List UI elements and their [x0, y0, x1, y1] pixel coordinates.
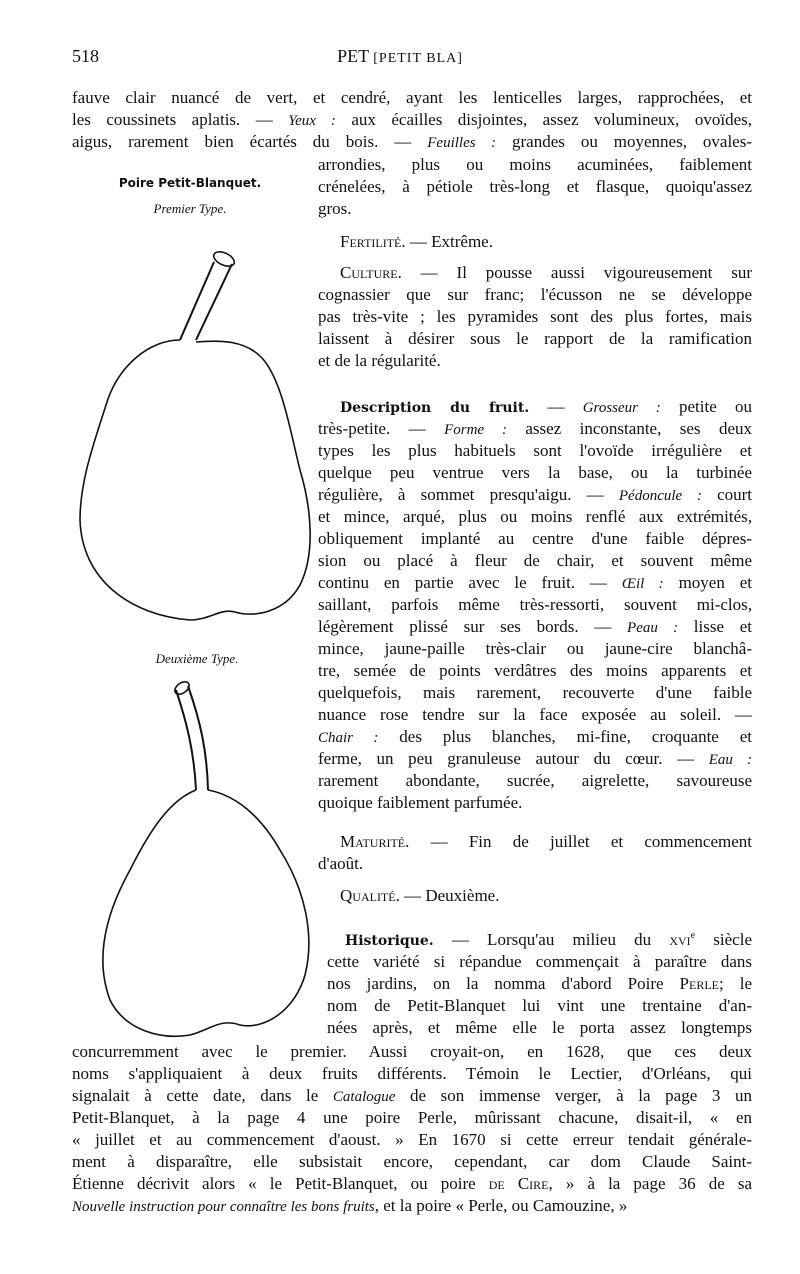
text-run: mince, jaune-paille très-clair ou jaune-cire blanchâ- — [318, 639, 752, 658]
text-line — [318, 306, 752, 328]
text-run: types les plus habituels sont l'ovoïde irrégulière et — [318, 441, 752, 460]
text-line — [327, 1017, 752, 1039]
text-run: rarement abondante, sucrée, aigrelette, savoureuse — [318, 771, 752, 790]
text-run: arrondies, plus ou moins acuminées, faiblement — [318, 155, 752, 174]
text-run: crénelées, à pétiole très-long et flasque, quoiqu'assez — [318, 177, 752, 196]
text-run: lisse et — [678, 617, 752, 636]
text-run: de son immense verger, à la page 3 un — [395, 1086, 752, 1105]
text-line — [72, 1173, 752, 1195]
italic-term: Grosseur : — [582, 400, 661, 416]
text-line — [318, 704, 752, 726]
text-run: sion ou placé à fleur de chair, et souvent même — [318, 551, 752, 570]
pear-second-type-illustration — [103, 679, 309, 1036]
text-line — [72, 1085, 752, 1107]
text-run: cette variété si répandue commençait à paraître dans — [327, 952, 752, 971]
text-line — [318, 284, 752, 306]
text-run: nos jardins, on la nomma d'abord Poire — [327, 974, 680, 993]
text-line — [318, 418, 752, 440]
text-line — [318, 176, 752, 198]
text-run: nuance rose tendre sur la face exposée au soleil. — — [318, 705, 752, 724]
text-run: les coussinets aplatis. — — [72, 110, 289, 129]
text-line — [318, 594, 752, 616]
pear-first-type-illustration — [80, 249, 310, 620]
text-line — [327, 995, 752, 1017]
text-run: nom de Petit-Blanquet lui vint une trentaine d'an- — [327, 996, 752, 1015]
text-run: ; le — [719, 974, 752, 993]
italic-term: Yeux : — [288, 113, 336, 129]
text-line — [72, 131, 752, 153]
text-run: — Extrême. — [405, 232, 493, 251]
text-run: noms s'appliquaient à deux fruits différents. Témoin le Lectier, d'Orléans, qui — [72, 1064, 752, 1083]
text-run: obliquement implanté au centre d'une faible dépres- — [318, 529, 752, 548]
text-run: — Lorsqu'au milieu du — [433, 930, 670, 949]
text-run: concurremment avec le premier. Aussi croyait-on, en 1628, que ces deux — [72, 1042, 752, 1061]
text-run: e — [690, 930, 696, 941]
text-run: quelquefois, mais rarement, recouverte d'une faible — [318, 683, 752, 702]
small-caps-term: Maturité. — [340, 832, 410, 851]
text-run: Petit-Blanquet, à la page 4 une poire Perle, mûrissant chacune, disait-il, « en — [72, 1108, 752, 1127]
text-run: — Il pousse aussi vigoureusement sur — [401, 263, 752, 282]
italic-term: Pédoncule : — [618, 488, 702, 504]
text-line — [318, 682, 752, 704]
text-line — [318, 726, 752, 748]
text-line — [318, 198, 752, 220]
text-run: des plus blanches, mi-fine, croquante et — [378, 727, 752, 746]
text-line — [340, 885, 752, 907]
text-run: assez inconstante, ses deux — [506, 419, 752, 438]
running-head-title: PET — [337, 46, 369, 66]
text-line — [318, 506, 752, 528]
italic-term: Feuilles : — [427, 135, 497, 151]
text-run: laissent à désirer sous le rapport de la ramification — [318, 329, 752, 348]
text-line — [318, 660, 752, 682]
text-run: grandes ou moyennes, ovales- — [496, 132, 753, 151]
text-line — [340, 231, 752, 253]
text-line — [72, 1151, 752, 1173]
text-run: fauve clair nuancé de vert, et cendré, ayant les lenticelles larges, rapprochées, et — [72, 88, 752, 107]
italic-term: Chair : — [318, 730, 379, 746]
text-run: continu en partie avec le fruit. — — [318, 573, 622, 592]
small-caps-term: Fertilité. — [340, 232, 406, 251]
text-line — [340, 396, 752, 418]
italic-term: Œil : — [621, 576, 664, 592]
italic-term: Catalogue — [332, 1089, 396, 1105]
text-line — [327, 951, 752, 973]
text-line — [318, 853, 752, 875]
text-run: cognassier que sur franc; l'écusson ne se développe — [318, 285, 752, 304]
text-run: aigus, rarement bien écartés du bois. — — [72, 132, 428, 151]
text-run: Étienne décrivit alors « le Petit-Blanquet, ou poire — [72, 1174, 489, 1193]
text-line — [318, 154, 752, 176]
italic-term: Eau : — [708, 752, 752, 768]
text-line — [318, 440, 752, 462]
figure-caption-second-type: Deuxième Type. — [155, 651, 239, 666]
small-caps-term: Perle — [679, 974, 719, 993]
small-caps-term: de Cire — [488, 1174, 549, 1193]
text-run: légèrement plissé sur ses bords. — — [318, 617, 628, 636]
text-line — [340, 831, 752, 853]
text-run: quelque peu ventrue vers la base, ou la turbinée — [318, 463, 752, 482]
text-line — [72, 1129, 752, 1151]
text-run: saillant, parfois même très-ressorti, souvent mi-clos, — [318, 595, 752, 614]
text-run: ferme, un peu granuleuse autour du cœur. — — [318, 749, 709, 768]
text-line — [318, 572, 752, 594]
text-line — [318, 770, 752, 792]
text-line — [318, 484, 752, 506]
figure-caption-first-type: Premier Type. — [153, 201, 227, 216]
text-run: siècle — [695, 930, 752, 949]
text-line — [318, 528, 752, 550]
text-line — [327, 973, 752, 995]
text-line — [340, 262, 752, 284]
text-line — [318, 550, 752, 572]
text-run: quoique faiblement parfumée. — [318, 793, 523, 812]
text-line — [72, 1063, 752, 1085]
text-run: d'août. — [318, 854, 364, 873]
text-run: nées après, et même elle le porta assez longtemps — [327, 1018, 752, 1037]
text-line — [318, 328, 752, 350]
text-line — [318, 462, 752, 484]
text-line — [318, 616, 752, 638]
text-run: — Deuxième. — [399, 886, 500, 905]
text-run: — Fin de juillet et commencement — [409, 832, 752, 851]
text-run: et de la régularité. — [318, 351, 441, 370]
text-run: tre, semée de points verdâtres des moins apparents et — [318, 661, 752, 680]
section-heading: Historique. — [345, 933, 434, 949]
text-run: , » à la page 36 de sa — [548, 1174, 752, 1193]
small-caps-term: Culture. — [340, 263, 402, 282]
text-line — [72, 1195, 752, 1217]
text-run: court — [701, 485, 752, 504]
text-run: — — [529, 397, 583, 416]
text-run: et mince, arqué, plus ou moins renflé aux extrémités, — [318, 507, 752, 526]
text-run: « juillet et au commencement d'aoust. » En 1670 si cette erreur tendait générale- — [72, 1130, 752, 1149]
text-line — [345, 929, 752, 951]
text-run: moyen et — [663, 573, 752, 592]
italic-term: Peau : — [627, 620, 679, 636]
text-run: pas très-vite ; les pyramides sont des plus fortes, mais — [318, 307, 752, 326]
text-run: régulière, à sommet presqu'aigu. — — [318, 485, 619, 504]
text-run: très-petite. — — [318, 419, 445, 438]
page-number: 518 — [72, 46, 99, 66]
text-run: ment à disparaître, elle subsistait encore, cependant, car dom Claude Saint- — [72, 1152, 752, 1171]
text-line — [72, 87, 752, 109]
text-run: petite ou — [660, 397, 752, 416]
text-run: aux écailles disjointes, assez volumineux, ovoïdes, — [335, 110, 752, 129]
text-run: , et la poire « Perle, ou Camouzine, » — [374, 1196, 628, 1215]
running-head-subtitle: [PETIT BLA] — [373, 51, 463, 66]
italic-term: Forme : — [444, 422, 507, 438]
small-caps-term: Qualité. — [340, 886, 400, 905]
text-line — [318, 638, 752, 660]
figure-caption-title: Poire Petit-Blanquet. — [118, 176, 262, 190]
small-caps-term: xvi — [669, 930, 691, 949]
italic-term: Nouvelle instruction pour connaître les bons fruits — [72, 1199, 375, 1215]
text-line — [72, 109, 752, 131]
section-heading: Description du fruit. — [340, 400, 530, 416]
text-run: signalait à cette date, dans le — [72, 1086, 333, 1105]
text-line — [318, 792, 752, 814]
text-line — [318, 350, 752, 372]
text-line — [318, 748, 752, 770]
text-line — [72, 1107, 752, 1129]
text-line — [72, 1041, 752, 1063]
text-run: gros. — [318, 199, 352, 218]
